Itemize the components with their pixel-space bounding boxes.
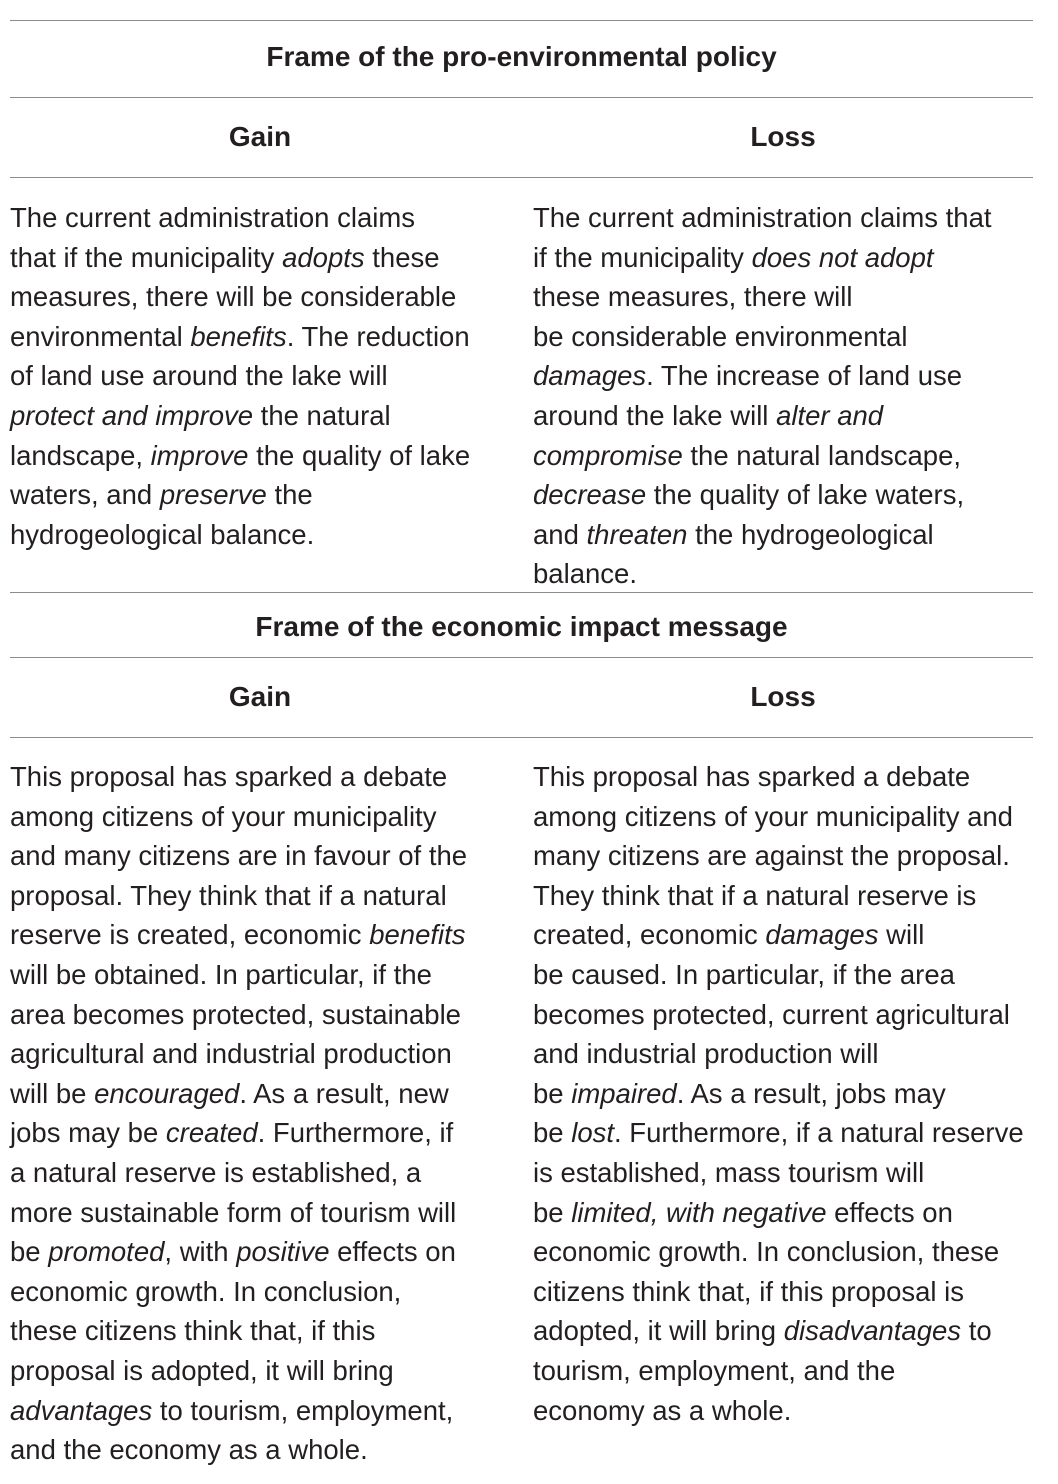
text-line <box>533 995 1024 1035</box>
text-run: be caused. In particular, if the area <box>533 958 955 990</box>
text-run: the hydrogeological <box>687 518 934 550</box>
text-run: measures, there will be considerable <box>10 281 457 313</box>
text-run: becomes protected, current agricultural <box>533 998 1010 1030</box>
text-line <box>533 1113 1024 1153</box>
text-run: among citizens of your municipality <box>10 800 437 832</box>
text-run: . As a result, jobs may <box>676 1077 946 1109</box>
rule-section1-columns <box>10 177 1033 178</box>
emphasis-text: disadvantages <box>783 1315 962 1347</box>
section1-gain-cell <box>10 198 470 554</box>
text-run: be <box>533 1077 572 1109</box>
text-run: The current administration claims <box>10 202 416 233</box>
text-line <box>10 757 467 797</box>
text-run: to tourism, employment, <box>152 1394 454 1426</box>
text-run: be <box>533 1117 572 1149</box>
text-line <box>10 238 470 278</box>
text-line <box>10 1232 467 1272</box>
text-run: The current administration claims that <box>533 202 992 233</box>
section2-loss-cell <box>533 757 1024 1430</box>
text-run: . Furthermore, if <box>257 1117 454 1149</box>
emphasis-text: lost <box>571 1117 615 1149</box>
emphasis-text: benefits <box>369 919 466 951</box>
text-line <box>533 356 992 396</box>
text-line <box>10 277 470 317</box>
text-line <box>533 1074 1024 1114</box>
text-line <box>10 396 470 436</box>
text-run: if the municipality <box>533 241 752 273</box>
text-run: citizens think that, if this proposal is <box>533 1275 965 1307</box>
text-run: adopted, it will bring <box>533 1315 784 1347</box>
text-line <box>10 915 467 955</box>
text-line <box>10 797 467 837</box>
emphasis-text: protect and improve <box>10 399 254 431</box>
text-line <box>533 475 992 515</box>
text-run: waters, and <box>10 479 160 511</box>
text-run: will be <box>10 1077 95 1109</box>
text-run: is established, mass tourism will <box>533 1156 925 1188</box>
text-run: reserve is created, economic <box>10 919 370 951</box>
text-run: . The increase of land use <box>646 360 963 392</box>
emphasis-text: improve <box>150 439 249 471</box>
text-line <box>10 1034 467 1074</box>
text-line <box>533 238 992 278</box>
section1-loss-cell <box>533 198 992 594</box>
text-line <box>533 554 992 594</box>
text-line <box>10 1153 467 1193</box>
text-run: tourism, employment, and the <box>533 1354 896 1386</box>
text-line <box>533 317 992 357</box>
text-line <box>10 475 470 515</box>
text-run: economy as a whole. <box>533 1394 792 1426</box>
text-run: the quality of lake <box>248 439 471 471</box>
text-run: will be obtained. In particular, if the <box>10 958 432 990</box>
emphasis-text: threaten <box>586 518 688 550</box>
text-run: , with <box>164 1236 237 1268</box>
text-line <box>10 198 470 238</box>
text-run: . The reduction <box>286 320 470 352</box>
text-run: among citizens of your municipality and <box>533 800 1013 832</box>
text-run: and industrial production will <box>533 1038 879 1070</box>
text-run: proposal. They think that if a natural <box>10 879 447 911</box>
text-line <box>10 1311 467 1351</box>
text-line <box>10 1193 467 1233</box>
text-line <box>533 955 1024 995</box>
emphasis-text: alter and <box>776 399 884 431</box>
text-run: They think that if a natural reserve is <box>533 879 977 911</box>
text-run: these citizens think that, if this <box>10 1315 376 1347</box>
text-run: many citizens are against the proposal. <box>533 840 1010 872</box>
emphasis-text: promoted <box>48 1236 165 1268</box>
text-run: jobs may be <box>10 1117 166 1149</box>
text-line <box>533 1272 1024 1312</box>
text-run: economic growth. In conclusion, these <box>533 1236 1000 1268</box>
rule-section2-columns <box>10 737 1033 738</box>
text-run: the quality of lake waters, <box>646 479 965 511</box>
text-run: around the lake will <box>533 399 777 431</box>
text-line <box>10 1391 467 1431</box>
text-line <box>533 198 992 238</box>
text-run: these measures, there will <box>533 281 853 313</box>
text-line <box>533 1311 1024 1351</box>
text-line <box>533 915 1024 955</box>
text-line <box>10 515 470 555</box>
emphasis-text: does not adopt <box>751 241 934 273</box>
rule-top <box>10 20 1033 21</box>
text-line <box>10 1430 467 1470</box>
emphasis-text: impaired <box>571 1077 677 1109</box>
text-run: more sustainable form of tourism will <box>10 1196 457 1228</box>
emphasis-text: damages <box>533 360 647 392</box>
text-line <box>533 1153 1024 1193</box>
text-run: . Furthermore, if a natural reserve <box>614 1117 1024 1149</box>
text-run: created, economic <box>533 919 766 951</box>
text-run: area becomes protected, sustainable <box>10 998 461 1030</box>
section1-gain-header: Gain <box>228 121 292 152</box>
emphasis-text: limited, with negative <box>571 1196 827 1228</box>
section2-gain-header: Gain <box>228 681 292 712</box>
emphasis-text: adopts <box>282 241 365 273</box>
text-run: that if the municipality <box>10 241 283 273</box>
emphasis-text: preserve <box>159 479 267 511</box>
text-run: This proposal has sparked a debate <box>533 761 971 792</box>
text-run: will <box>878 919 925 951</box>
text-line <box>533 876 1024 916</box>
text-line <box>10 836 467 876</box>
emphasis-text: benefits <box>190 320 287 352</box>
rule-section2-title <box>10 657 1033 658</box>
emphasis-text: damages <box>765 919 879 951</box>
text-run: be <box>533 1196 572 1228</box>
text-line <box>10 356 470 396</box>
text-run: be considerable environmental <box>533 320 908 352</box>
section2-loss-header: Loss <box>750 681 816 712</box>
text-line <box>10 436 470 476</box>
text-run: be <box>10 1236 49 1268</box>
text-line <box>533 515 992 555</box>
emphasis-text: created <box>165 1117 258 1149</box>
text-line <box>10 1272 467 1312</box>
text-run: agricultural and industrial production <box>10 1038 452 1070</box>
text-run: . As a result, new <box>239 1077 449 1109</box>
text-run: of land use around the lake will <box>10 360 388 392</box>
text-line <box>533 1034 1024 1074</box>
emphasis-text: decrease <box>533 479 647 511</box>
emphasis-text: compromise <box>533 439 683 471</box>
text-run: This proposal has sparked a debate <box>10 761 448 792</box>
text-run: effects on <box>329 1236 456 1268</box>
text-line <box>533 797 1024 837</box>
text-line <box>10 317 470 357</box>
text-run: and <box>533 518 587 550</box>
text-line <box>533 1351 1024 1391</box>
text-run: landscape, <box>10 439 151 471</box>
text-line <box>533 277 992 317</box>
text-line <box>533 1193 1024 1233</box>
section1-loss-header: Loss <box>750 121 816 152</box>
text-run: economic growth. In conclusion, <box>10 1275 402 1307</box>
text-run: hydrogeological balance. <box>10 518 315 550</box>
text-line <box>533 396 992 436</box>
emphasis-text: encouraged <box>94 1077 240 1109</box>
rule-section-divider <box>10 592 1033 593</box>
text-line <box>533 757 1024 797</box>
text-run: environmental <box>10 320 191 352</box>
text-run: a natural reserve is established, a <box>10 1156 422 1188</box>
text-run: these <box>364 241 440 273</box>
text-line <box>10 876 467 916</box>
text-run: to <box>961 1315 992 1347</box>
text-run: balance. <box>533 558 637 590</box>
text-run: and many citizens are in favour of the <box>10 840 468 872</box>
text-line <box>533 436 992 476</box>
rule-section1-title <box>10 97 1033 98</box>
text-line <box>10 1113 467 1153</box>
text-run: effects on <box>826 1196 953 1228</box>
section2-title: Frame of the economic impact message <box>255 611 788 642</box>
text-line <box>533 1232 1024 1272</box>
text-line <box>10 1351 467 1391</box>
text-run: proposal is adopted, it will bring <box>10 1354 394 1386</box>
emphasis-text: advantages <box>10 1394 153 1426</box>
text-run: the natural <box>253 399 391 431</box>
section2-gain-cell <box>10 757 467 1470</box>
text-line <box>10 995 467 1035</box>
emphasis-text: positive <box>236 1236 330 1268</box>
text-line <box>10 955 467 995</box>
section1-title: Frame of the pro-environmental policy <box>266 41 777 72</box>
text-run: and the economy as a whole. <box>10 1434 368 1466</box>
text-line <box>533 836 1024 876</box>
text-run: the <box>266 479 313 511</box>
text-run: the natural landscape, <box>682 439 962 471</box>
text-line <box>10 1074 467 1114</box>
text-line <box>533 1391 1024 1431</box>
